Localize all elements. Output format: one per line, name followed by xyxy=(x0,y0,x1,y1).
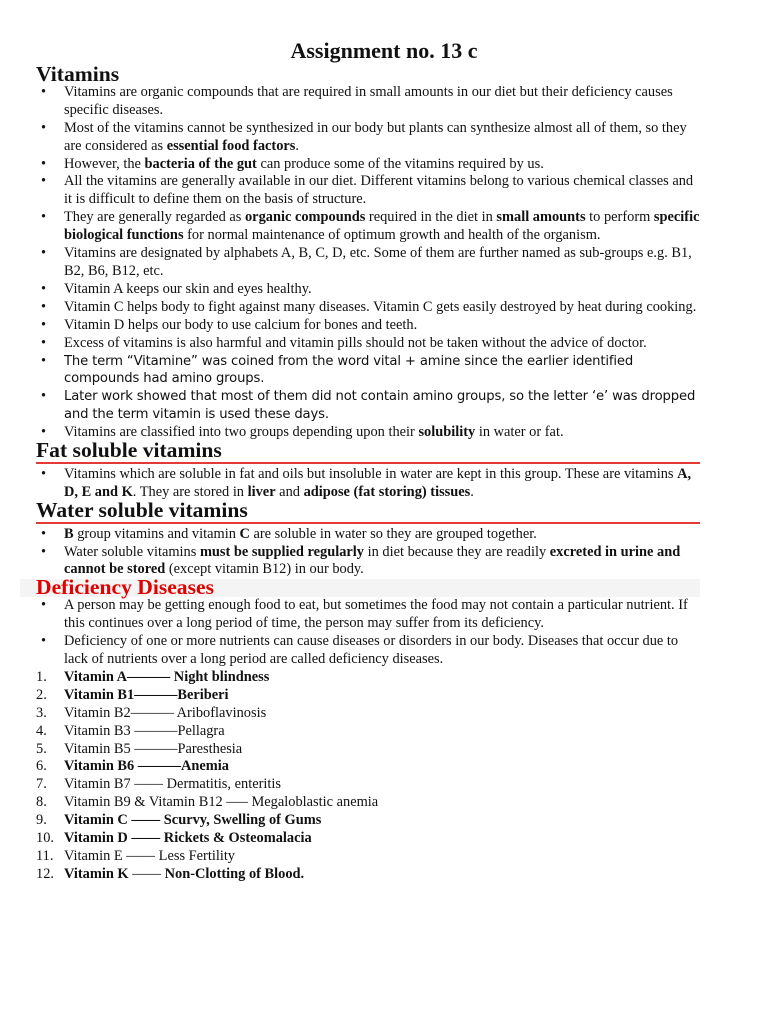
text-run: to perform xyxy=(585,209,654,226)
text-run: for normal maintenance of optimum growth and health of the organism. xyxy=(183,227,601,244)
document-body xyxy=(36,62,700,884)
bold-text: small amounts xyxy=(496,209,586,226)
text-run: Vitamins are organic compounds that are required in small amounts in our diet but their deficiency causes specific diseases. xyxy=(64,83,673,118)
bullet-item xyxy=(36,245,700,281)
text-run: . They are stored in xyxy=(132,483,248,500)
bold-text: Vitamin B6 ———Anemia xyxy=(64,758,229,775)
item-number: 5. xyxy=(36,740,47,757)
bold-text: Non-Clotting of Blood. xyxy=(164,865,305,882)
section-heading-deficiency-diseases: Deficiency Diseases xyxy=(20,579,700,597)
text-run: The term “Vitamine” was coined from the word vital + amine since the earlier identified compounds had amino groups. xyxy=(64,353,634,387)
bold-text: A, D, E and K xyxy=(64,465,692,500)
bold-text: excreted in urine and cannot be stored xyxy=(64,543,681,578)
text-run: Vitamin B7 —— Dermatitis, enteritis xyxy=(64,776,281,793)
bullet-item xyxy=(36,281,700,299)
text-run: Water soluble vitamins xyxy=(64,543,200,560)
text-run: However, the xyxy=(64,155,145,172)
item-number: 8. xyxy=(36,794,47,811)
bullet-item xyxy=(36,424,700,442)
text-run: in water or fat. xyxy=(475,424,564,441)
bullet-item xyxy=(36,209,700,245)
bullet-item xyxy=(36,388,700,424)
bullet-item xyxy=(36,120,700,156)
bold-text: C xyxy=(239,525,250,542)
bullet-item xyxy=(36,597,700,633)
numbered-item xyxy=(36,812,700,830)
item-number: 11. xyxy=(36,847,54,864)
bold-text: must be supplied regularly xyxy=(199,543,364,560)
page-title: Assignment no. 13 c xyxy=(290,38,478,63)
text-run: in diet because they are readily xyxy=(364,543,550,560)
text-run: Deficiency of one or more nutrients can cause diseases or disorders in our body. Diseases that occur due to lack of nutrients over a long period are called deficiency diseases. xyxy=(64,633,679,667)
item-number: 7. xyxy=(36,776,47,793)
item-number: 10. xyxy=(36,830,54,847)
text-run: They are generally regarded as xyxy=(64,209,245,226)
fat-soluble-bullet-list xyxy=(36,466,700,502)
deficiency-disease-list xyxy=(36,669,700,884)
text-run: Later work showed that most of them did not contain amino groups, so the letter ‘e’ was dropped and the term vitamin is used these days. xyxy=(64,389,696,423)
bold-text: Vitamin D —— Rickets & Osteomalacia xyxy=(64,830,312,847)
bold-text: B xyxy=(64,525,74,542)
numbered-item xyxy=(36,758,700,776)
text-run: can produce some of the vitamins required by us. xyxy=(256,155,544,172)
bold-text: organic compounds xyxy=(244,209,366,226)
text-run: Most of the vitamins cannot be synthesized in our body but plants can synthesize almost all of them, so they are considered as xyxy=(64,119,687,154)
text-run: Vitamin B3 ———Pellagra xyxy=(64,722,225,739)
numbered-item xyxy=(36,794,700,812)
text-run: Vitamins are designated by alphabets A, B, C, D, etc. Some of them are further named as sub-groups e.g. B1, B2, B6, B12, etc. xyxy=(64,245,692,279)
bold-text: Vitamin K xyxy=(64,865,129,882)
vitamins-bullet-list xyxy=(36,84,700,442)
bold-text: bacteria of the gut xyxy=(144,155,257,172)
text-run: A person may be getting enough food to eat, but sometimes the food may not contain a particular nutrient. If this continues over a long period of time, the person may suffer from its deficiency. xyxy=(64,597,688,632)
bold-text: specific biological functions xyxy=(64,209,700,244)
bold-text: adipose (fat storing) tissues xyxy=(303,483,471,500)
bullet-item xyxy=(36,84,700,120)
text-run: required in the diet in xyxy=(365,209,497,226)
text-run: Vitamins which are soluble in fat and oils but insoluble in water are kept in this group. These are vitamins xyxy=(64,465,678,482)
bullet-item xyxy=(36,526,700,544)
text-run: Vitamin B9 & Vitamin B12 —– Megaloblastic anemia xyxy=(64,794,379,811)
deficiency-bullet-list xyxy=(36,597,700,669)
bold-text: essential food factors xyxy=(166,137,296,154)
numbered-item xyxy=(36,848,700,866)
text-run: Vitamins are classified into two groups depending upon their xyxy=(64,424,419,441)
text-run: Vitamin B2——— Ariboflavinosis xyxy=(64,704,267,721)
water-soluble-bullet-list xyxy=(36,526,700,580)
item-number: 12. xyxy=(36,865,54,882)
bold-text: Vitamin A——— Night blindness xyxy=(64,668,270,685)
numbered-item xyxy=(36,705,700,723)
numbered-item xyxy=(36,830,700,848)
section-heading-water-soluble: Water soluble vitamins xyxy=(36,502,700,524)
numbered-item xyxy=(36,723,700,741)
section-heading-vitamins: Vitamins xyxy=(36,62,120,86)
bold-text: liver xyxy=(247,483,276,500)
numbered-item xyxy=(36,687,700,705)
item-number: 6. xyxy=(36,758,47,775)
bullet-item xyxy=(36,466,700,502)
text-run: All the vitamins are generally available in our diet. Different vitamins belong to various chemical classes and it is difficult to define them on the basis of structure. xyxy=(64,173,694,208)
item-number: 2. xyxy=(36,686,47,703)
numbered-item xyxy=(36,776,700,794)
bullet-item xyxy=(36,317,700,335)
numbered-item xyxy=(36,741,700,759)
text-run: and xyxy=(275,483,304,500)
bold-text: Vitamin B1———Beriberi xyxy=(64,686,229,703)
numbered-item xyxy=(36,866,700,884)
text-run: Vitamin B5 ———Paresthesia xyxy=(64,740,243,757)
text-run: Excess of vitamins is also harmful and vitamin pills should not be taken without the advice of doctor. xyxy=(64,334,647,351)
bullet-item xyxy=(36,299,700,317)
bullet-item xyxy=(36,335,700,353)
bold-text: Vitamin C —— Scurvy, Swelling of Gums xyxy=(64,812,322,829)
text-run: are soluble in water so they are grouped together. xyxy=(249,525,537,542)
bullet-item xyxy=(36,544,700,580)
text-run: group vitamins and vitamin xyxy=(73,525,240,542)
bullet-item xyxy=(36,156,700,174)
text-run: Vitamin C helps body to fight against many diseases. Vitamin C gets easily destroyed by heat during cooking. xyxy=(64,298,697,315)
text-run: Vitamin A keeps our skin and eyes healthy. xyxy=(64,280,312,297)
bullet-item xyxy=(36,353,700,389)
item-number: 4. xyxy=(36,722,47,739)
item-number: 9. xyxy=(36,812,47,829)
text-run: Vitamin E —— Less Fertility xyxy=(64,847,236,864)
text-run: . xyxy=(470,483,474,500)
item-number: 1. xyxy=(36,668,47,685)
bullet-item xyxy=(36,173,700,209)
text-run: —— xyxy=(128,865,165,882)
item-number: 3. xyxy=(36,704,47,721)
text-run: . xyxy=(295,137,299,154)
text-run: (except vitamin B12) in our body. xyxy=(165,561,364,578)
section-heading-fat-soluble: Fat soluble vitamins xyxy=(36,442,700,464)
bullet-item xyxy=(36,633,700,669)
text-run: Vitamin D helps our body to use calcium for bones and teeth. xyxy=(64,316,418,333)
numbered-item xyxy=(36,669,700,687)
bold-text: solubility xyxy=(418,424,476,441)
